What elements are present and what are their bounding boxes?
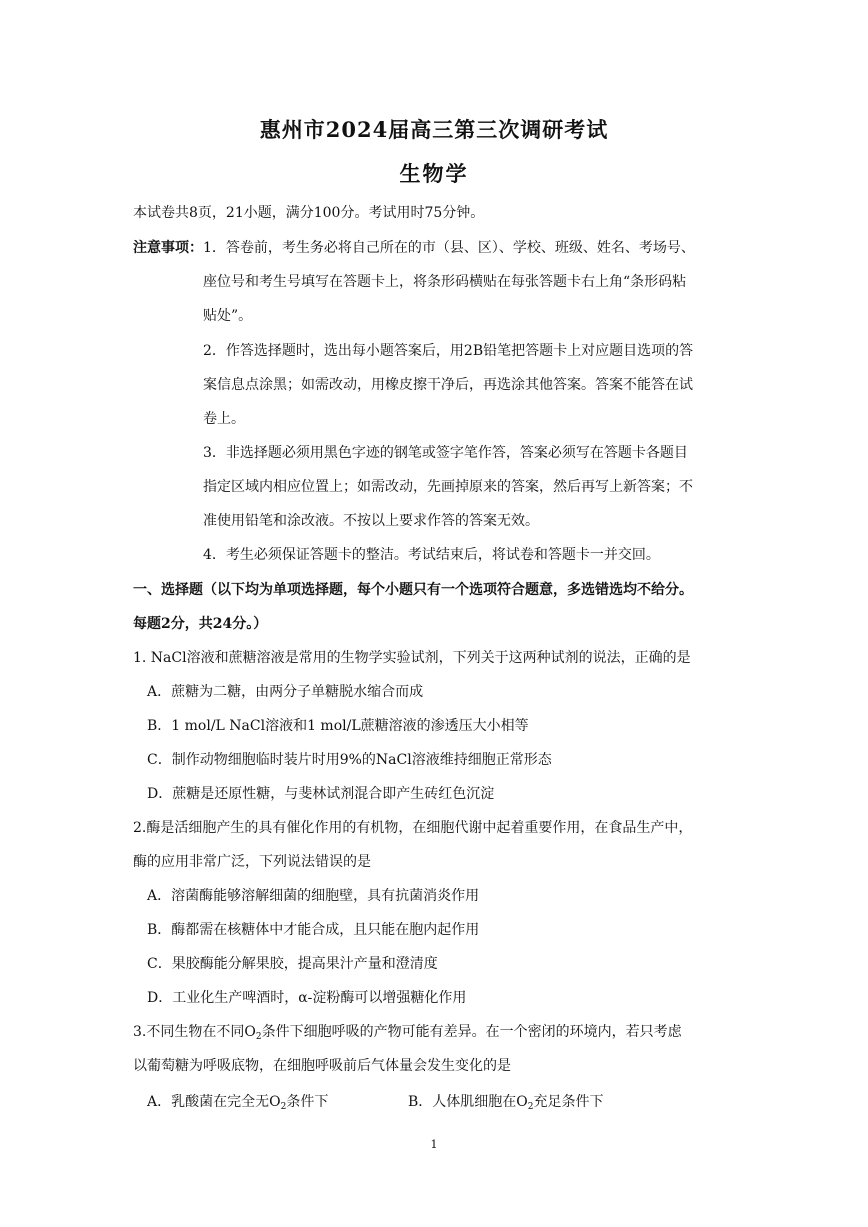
page-number: 1 — [430, 1138, 438, 1151]
section1-heading-line2: 每题2分，共24分。） — [133, 616, 268, 632]
q3-option-a — [147, 1092, 328, 1112]
q3-stem-line2: 以葡萄糖为呼吸底物，在细胞呼吸前后气体量会发生变化的是 — [133, 1058, 511, 1074]
q1-stem: 1. NaCl溶液和蔗糖溶液是常用的生物学实验试剂，下列关于这两种试剂的说法，正确的是 — [133, 650, 691, 666]
notice-item1-line3: 贴处”。 — [203, 308, 253, 324]
q2-option-d: D．工业化生产啤酒时，α-淀粉酶可以增强糖化作用 — [147, 990, 467, 1006]
notice-label: 注意事项： — [133, 240, 203, 256]
notice-item3-line3: 准使用铅笔和涂改液。不按以上要求作答的答案无效。 — [203, 513, 539, 529]
exam-title: 惠州市2024届高三第三次调研考试 — [259, 117, 609, 142]
q1-option-b: B．1 mol/L NaCl溶液和1 mol/L蔗糖溶液的渗透压大小相等 — [147, 718, 529, 734]
q3-stem-text-a: 3.不同生物在不同O — [133, 1024, 256, 1040]
notice-item2-line2: 案信息点涂黑；如需改动，用橡皮擦干净后，再选涂其他答案。答案不能答在试 — [203, 377, 693, 393]
q3-option-b-subscript: 2 — [527, 1102, 534, 1112]
notice-item1-line2: 座位号和考生号填写在答题卡上，将条形码横贴在每张答题卡右上角“条形码粘 — [203, 274, 687, 290]
q3-stem-subscript: 2 — [255, 1032, 262, 1042]
subject-title: 生物学 — [399, 161, 469, 186]
q1-option-a: A．蔗糖为二糖，由两分子单糖脱水缩合而成 — [147, 684, 424, 700]
q3-option-b-text-b: 充足条件下 — [533, 1094, 604, 1110]
q2-option-a: A．溶菌酶能够溶解细菌的细胞壁，具有抗菌消炎作用 — [147, 888, 480, 904]
q3-option-a-subscript: 2 — [280, 1102, 287, 1112]
q3-option-a-text-b: 条件下 — [286, 1094, 329, 1110]
notice-item2-line3: 卷上。 — [203, 411, 245, 427]
q1-option-c: C．制作动物细胞临时装片时用9%的NaCl溶液维持细胞正常形态 — [147, 752, 552, 768]
notice-item2-line1: 2．作答选择题时，选出每小题答案后，用2B铅笔把答题卡上对应题目选项的答 — [203, 343, 694, 359]
q2-option-b: B．酶都需在核糖体中才能合成，且只能在胞内起作用 — [147, 922, 480, 938]
q3-option-b-text-a: B．人体肌细胞在O — [408, 1094, 528, 1110]
q3-option-a-text-a: A．乳酸菌在完全无O — [147, 1094, 281, 1110]
section1-heading-line1: 一、选择题（以下均为单项选择题，每个小题只有一个选项符合题意，多选错选均不给分。 — [133, 582, 693, 598]
q2-stem-line1: 2.酶是活细胞产生的具有催化作用的有机物，在细胞代谢中起着重要作用，在食品生产中， — [133, 820, 693, 836]
exam-intro: 本试卷共8页，21小题，满分100分。考试用时75分钟。 — [133, 205, 485, 221]
notice-item4: 4．考生必须保证答题卡的整洁。考试结束后，将试卷和答题卡一并交回。 — [203, 547, 660, 563]
notice-item3-line2: 指定区域内相应位置上；如需改动，先画掉原来的答案，然后再写上新答案；不 — [203, 479, 693, 495]
notice-item1-line1: 1．答卷前，考生务必将自己所在的市（县、区）、学校、班级、姓名、考场号、 — [203, 240, 695, 256]
notice-line-1 — [133, 238, 695, 258]
q3-option-b — [408, 1092, 604, 1112]
notice-item3-line1: 3．非选择题必须用黑色字迹的钢笔或签字笔作答，答案必须写在答题卡各题目 — [203, 445, 688, 461]
q1-option-d: D．蔗糖是还原性糖，与斐林试剂混合即产生砖红色沉淀 — [147, 786, 495, 802]
q2-option-c: C．果胶酶能分解果胶，提高果汁产量和澄清度 — [147, 956, 438, 972]
q3-stem-line1 — [133, 1022, 682, 1042]
q3-stem-text-b: 条件下细胞呼吸的产物可能有差异。在一个密闭的环境内，若只考虑 — [261, 1024, 682, 1040]
q2-stem-line2: 酶的应用非常广泛，下列说法错误的是 — [133, 854, 371, 870]
